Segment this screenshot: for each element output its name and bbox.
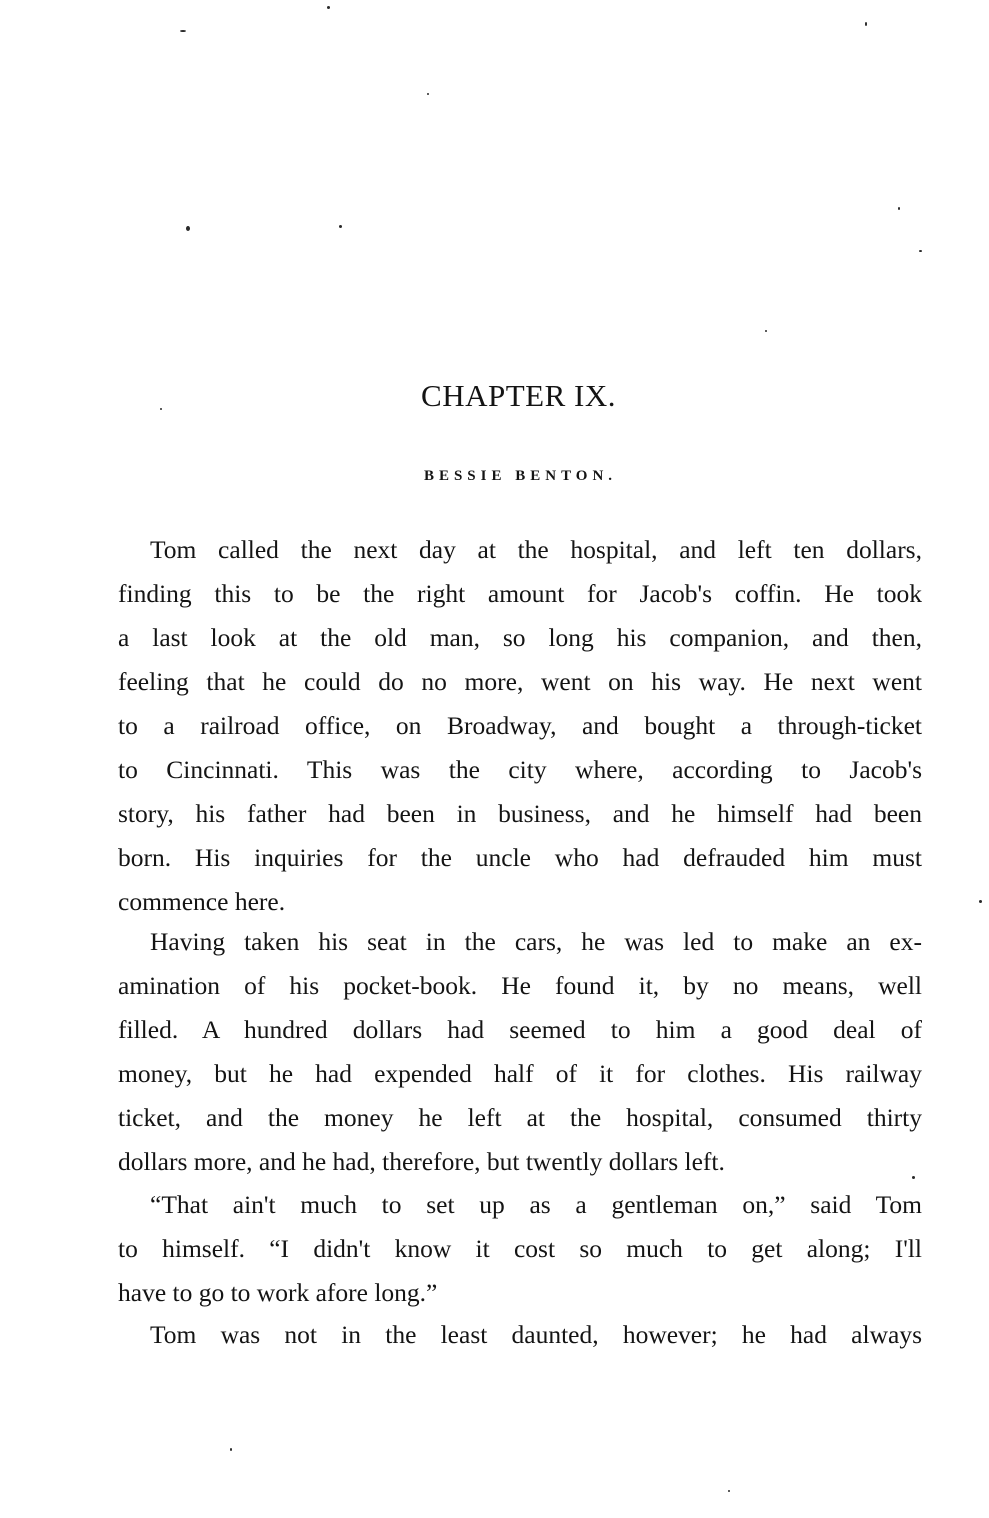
text-line: finding this to be the right amount for Jacob's coffin. He took [118,579,922,608]
text-line: to Cincinnati. This was the city where, according to Jacob's [118,755,922,784]
scan-speck [765,330,767,332]
text-line: Tom called the next day at the hospital, and left ten dollars, [150,535,922,564]
scan-speck [912,1176,915,1179]
scan-speck [180,30,186,32]
text-line: to a railroad office, on Broadway, and bought a through-ticket [118,711,922,740]
text-line: to himself. “I didn't know it cost so much to get along; I'll [118,1234,922,1263]
text-line: commence here. [118,887,286,916]
chapter-subtitle: BESSIE BENTON. [423,468,618,484]
chapter-title: CHAPTER IX. [421,378,616,413]
scan-speck [230,1448,232,1451]
text-line: Having taken his seat in the cars, he was led to make an ex- [150,927,922,956]
scan-speck [919,250,922,252]
text-line: filled. A hundred dollars had seemed to him a good deal of [118,1015,922,1044]
text-line: dollars more, and he had, therefore, but twently dollars left. [118,1147,725,1176]
text-line: “That ain't much to set up as a gentleman on,” said Tom [150,1190,922,1219]
text-line: have to go to work afore long.” [118,1278,438,1307]
scan-speck [979,900,982,903]
text-line: feeling that he could do no more, went on his way. He next went [118,667,922,696]
text-line: story, his father had been in business, and he himself had been [118,799,922,828]
text-line: a last look at the old man, so long his companion, and then, [118,623,922,652]
scan-speck [898,207,900,210]
text-line: born. His inquiries for the uncle who had defrauded him must [118,843,922,872]
scan-speck [427,93,429,95]
text-line: Tom was not in the least daunted, however; he had always [150,1320,922,1349]
scan-speck [339,225,342,228]
text-line: amination of his pocket-book. He found it, by no means, well [118,971,922,1000]
scan-speck [865,22,867,26]
text-line: money, but he had expended half of it for clothes. His railway [118,1059,922,1088]
scan-speck [327,6,330,9]
text-line: ticket, and the money he left at the hospital, consumed thirty [118,1103,922,1132]
scan-speck [728,1490,730,1492]
scan-speck [186,226,190,231]
